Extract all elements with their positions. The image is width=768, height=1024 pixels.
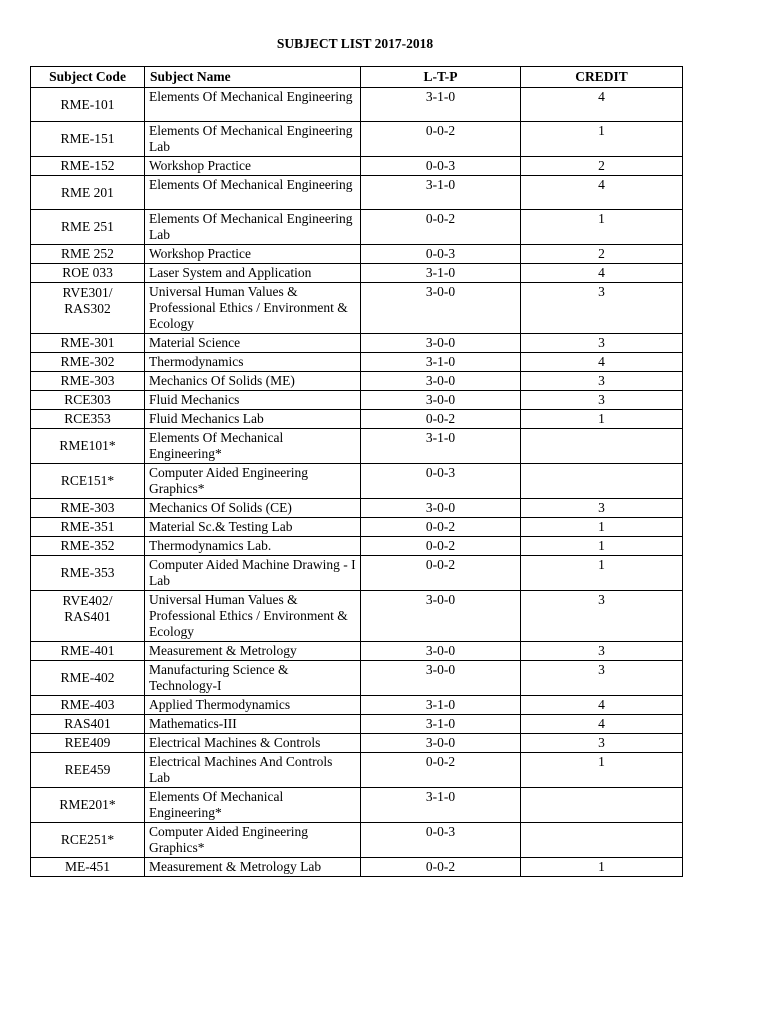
subject-code-cell: RCE151*	[31, 464, 145, 499]
subject-name-cell: Universal Human Values & Professional Ethics / Environment & Ecology	[145, 283, 361, 334]
subject-name-cell: Measurement & Metrology	[145, 642, 361, 661]
credit-cell: 4	[521, 696, 683, 715]
ltp-cell: 3-1-0	[361, 88, 521, 122]
subject-code-cell: REE459	[31, 753, 145, 788]
subject-table	[30, 66, 683, 877]
table-body	[31, 88, 683, 877]
table-row	[31, 372, 683, 391]
table-row	[31, 823, 683, 858]
credit-cell: 1	[521, 410, 683, 429]
table-row	[31, 283, 683, 334]
ltp-cell: 0-0-2	[361, 210, 521, 245]
ltp-cell: 3-0-0	[361, 591, 521, 642]
credit-cell: 1	[521, 518, 683, 537]
subject-code-cell: RME-403	[31, 696, 145, 715]
page-title: SUBJECT LIST 2017-2018	[276, 36, 434, 51]
credit-cell: 2	[521, 157, 683, 176]
table-row	[31, 642, 683, 661]
subject-code-cell: RME201*	[31, 788, 145, 823]
credit-cell: 4	[521, 353, 683, 372]
subject-code-cell: RME101*	[31, 429, 145, 464]
table-row	[31, 334, 683, 353]
table-row	[31, 353, 683, 372]
ltp-cell: 0-0-2	[361, 753, 521, 788]
ltp-cell: 3-0-0	[361, 734, 521, 753]
credit-cell: 3	[521, 591, 683, 642]
ltp-cell: 3-0-0	[361, 499, 521, 518]
credit-cell: 2	[521, 245, 683, 264]
subject-code-cell: RME-301	[31, 334, 145, 353]
ltp-cell: 3-1-0	[361, 715, 521, 734]
subject-code-cell: RME 201	[31, 176, 145, 210]
subject-code-cell: RME-351	[31, 518, 145, 537]
ltp-cell: 0-0-3	[361, 823, 521, 858]
ltp-cell: 0-0-3	[361, 464, 521, 499]
credit-cell: 3	[521, 661, 683, 696]
table-row	[31, 518, 683, 537]
table-row	[31, 464, 683, 499]
subject-code-cell: REE409	[31, 734, 145, 753]
ltp-cell: 3-0-0	[361, 372, 521, 391]
subject-name-cell: Material Sc.& Testing Lab	[145, 518, 361, 537]
subject-code-cell: RME-353	[31, 556, 145, 591]
table-row	[31, 391, 683, 410]
credit-cell: 4	[521, 88, 683, 122]
table-row	[31, 788, 683, 823]
table-row	[31, 537, 683, 556]
subject-name-cell: Elements Of Mechanical Engineering	[145, 88, 361, 122]
subject-code-cell: RME 252	[31, 245, 145, 264]
ltp-cell: 3-1-0	[361, 696, 521, 715]
table-row	[31, 715, 683, 734]
subject-name-cell: Elements Of Mechanical Engineering*	[145, 788, 361, 823]
ltp-cell: 0-0-2	[361, 537, 521, 556]
subject-name-cell: Computer Aided Machine Drawing - I Lab	[145, 556, 361, 591]
subject-name-cell: Laser System and Application	[145, 264, 361, 283]
subject-code-cell: RME-151	[31, 122, 145, 157]
credit-cell: 1	[521, 858, 683, 877]
credit-cell	[521, 464, 683, 499]
subject-name-cell: Thermodynamics	[145, 353, 361, 372]
subject-code-cell: RCE353	[31, 410, 145, 429]
credit-cell: 3	[521, 283, 683, 334]
credit-cell: 3	[521, 642, 683, 661]
table-row	[31, 734, 683, 753]
table-row	[31, 499, 683, 518]
subject-code-cell: RME 251	[31, 210, 145, 245]
subject-name-cell: Elements Of Mechanical Engineering Lab	[145, 210, 361, 245]
ltp-cell: 0-0-3	[361, 245, 521, 264]
ltp-cell: 0-0-2	[361, 518, 521, 537]
ltp-cell: 3-1-0	[361, 353, 521, 372]
subject-code-cell: RME-402	[31, 661, 145, 696]
ltp-cell: 3-0-0	[361, 391, 521, 410]
subject-code-cell: RME-352	[31, 537, 145, 556]
ltp-cell: 0-0-2	[361, 858, 521, 877]
credit-cell: 3	[521, 499, 683, 518]
subject-code-cell: RVE402/ RAS401	[31, 591, 145, 642]
credit-cell: 4	[521, 264, 683, 283]
ltp-cell: 0-0-2	[361, 556, 521, 591]
subject-code-cell: RME-152	[31, 157, 145, 176]
subject-name-cell: Electrical Machines And Controls Lab	[145, 753, 361, 788]
credit-cell: 1	[521, 556, 683, 591]
table-row	[31, 696, 683, 715]
subject-name-cell: Fluid Mechanics	[145, 391, 361, 410]
subject-code-cell: RVE301/ RAS302	[31, 283, 145, 334]
subject-code-cell: RME-303	[31, 499, 145, 518]
subject-name-cell: Computer Aided Engineering Graphics*	[145, 464, 361, 499]
header-credit: CREDIT	[521, 67, 683, 88]
subject-code-cell: RCE303	[31, 391, 145, 410]
credit-cell: 4	[521, 715, 683, 734]
table-row	[31, 556, 683, 591]
subject-name-cell: Elements Of Mechanical Engineering Lab	[145, 122, 361, 157]
table-row	[31, 429, 683, 464]
table-row	[31, 858, 683, 877]
ltp-cell: 0-0-2	[361, 122, 521, 157]
subject-code-cell: RAS401	[31, 715, 145, 734]
subject-name-cell: Computer Aided Engineering Graphics*	[145, 823, 361, 858]
ltp-cell: 0-0-3	[361, 157, 521, 176]
subject-name-cell: Elements Of Mechanical Engineering*	[145, 429, 361, 464]
credit-cell: 3	[521, 391, 683, 410]
subject-name-cell: Manufacturing Science & Technology-I	[145, 661, 361, 696]
credit-cell: 1	[521, 122, 683, 157]
subject-code-cell: RCE251*	[31, 823, 145, 858]
credit-cell	[521, 823, 683, 858]
subject-name-cell: Mechanics Of Solids (ME)	[145, 372, 361, 391]
subject-code-cell: RME-101	[31, 88, 145, 122]
credit-cell	[521, 788, 683, 823]
ltp-cell: 3-1-0	[361, 264, 521, 283]
table-header-row	[31, 67, 683, 88]
ltp-cell: 3-1-0	[361, 176, 521, 210]
subject-name-cell: Mechanics Of Solids (CE)	[145, 499, 361, 518]
subject-name-cell: Applied Thermodynamics	[145, 696, 361, 715]
credit-cell: 1	[521, 753, 683, 788]
credit-cell: 1	[521, 210, 683, 245]
subject-name-cell: Thermodynamics Lab.	[145, 537, 361, 556]
ltp-cell: 3-0-0	[361, 642, 521, 661]
subject-name-cell: Workshop Practice	[145, 157, 361, 176]
table-row	[31, 88, 683, 122]
credit-cell: 3	[521, 334, 683, 353]
subject-code-cell: RME-401	[31, 642, 145, 661]
ltp-cell: 3-1-0	[361, 788, 521, 823]
ltp-cell: 3-0-0	[361, 661, 521, 696]
table-row	[31, 591, 683, 642]
credit-cell	[521, 429, 683, 464]
table-row	[31, 245, 683, 264]
credit-cell: 4	[521, 176, 683, 210]
subject-code-cell: RME-303	[31, 372, 145, 391]
credit-cell: 3	[521, 372, 683, 391]
ltp-cell: 3-1-0	[361, 429, 521, 464]
credit-cell: 1	[521, 537, 683, 556]
header-subject-code: Subject Code	[31, 67, 145, 88]
ltp-cell: 3-0-0	[361, 334, 521, 353]
subject-code-cell: RME-302	[31, 353, 145, 372]
subject-name-cell: Fluid Mechanics Lab	[145, 410, 361, 429]
table-row	[31, 661, 683, 696]
subject-name-cell: Measurement & Metrology Lab	[145, 858, 361, 877]
table-row	[31, 753, 683, 788]
ltp-cell: 3-0-0	[361, 283, 521, 334]
subject-name-cell: Workshop Practice	[145, 245, 361, 264]
subject-code-cell: ROE 033	[31, 264, 145, 283]
subject-name-cell: Material Science	[145, 334, 361, 353]
header-subject-name: Subject Name	[145, 67, 361, 88]
table-row	[31, 210, 683, 245]
table-row	[31, 410, 683, 429]
table-row	[31, 157, 683, 176]
subject-name-cell: Elements Of Mechanical Engineering	[145, 176, 361, 210]
table-row	[31, 264, 683, 283]
table-row	[31, 122, 683, 157]
subject-name-cell: Universal Human Values & Professional Ethics / Environment & Ecology	[145, 591, 361, 642]
credit-cell: 3	[521, 734, 683, 753]
table-row	[31, 176, 683, 210]
header-ltp: L-T-P	[361, 67, 521, 88]
subject-code-cell: ME-451	[31, 858, 145, 877]
subject-name-cell: Electrical Machines & Controls	[145, 734, 361, 753]
ltp-cell: 0-0-2	[361, 410, 521, 429]
subject-name-cell: Mathematics-III	[145, 715, 361, 734]
